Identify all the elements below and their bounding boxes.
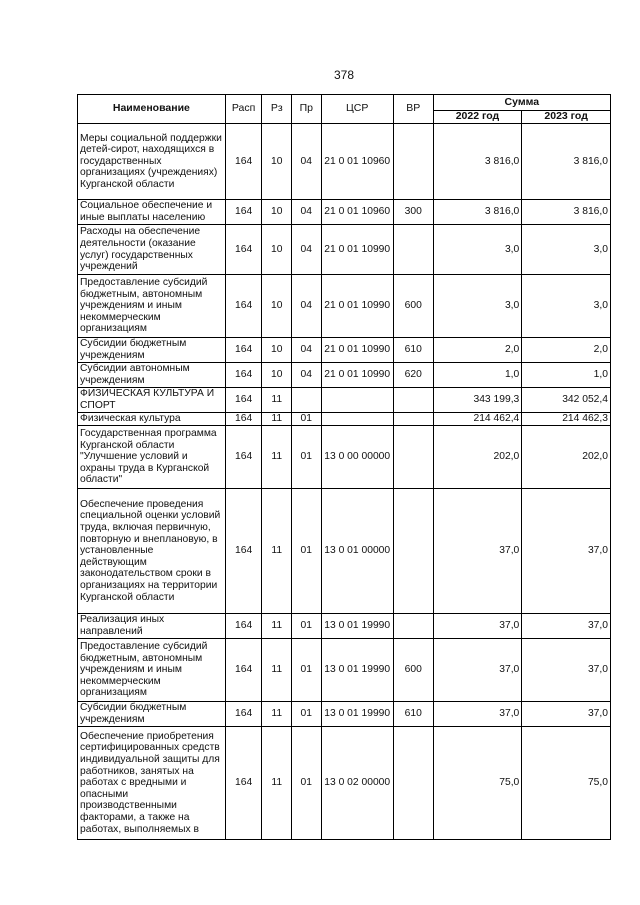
row-2023: 214 462,3 [522,413,611,426]
row-rasp: 164 [225,614,262,639]
row-name: Предоставление субсидий бюджетным, автономным учреждениям и иным некоммерческим организациям [78,275,226,338]
row-rasp: 164 [225,363,262,388]
row-rasp: 164 [225,702,262,727]
row-2022: 3 816,0 [433,200,522,225]
row-2023: 37,0 [522,614,611,639]
header-csr: ЦСР [321,95,393,124]
header-vr: ВР [393,95,433,124]
row-rasp: 164 [225,426,262,489]
row-name: Предоставление субсидий бюджетным, автономным учреждениям и иным некоммерческим организациям [78,639,226,702]
table-row [78,200,611,225]
row-csr: 13 0 01 19990 [321,702,393,727]
header-rasp: Расп [225,95,262,124]
table-row [78,124,611,200]
row-2022: 3,0 [433,275,522,338]
table-row [78,426,611,489]
row-pr: 01 [292,489,322,614]
row-name: Физическая культура [78,413,226,426]
row-2023: 37,0 [522,639,611,702]
row-vr: 300 [393,200,433,225]
row-2022: 37,0 [433,614,522,639]
row-rasp: 164 [225,413,262,426]
row-name: Субсидии бюджетным учреждениям [78,338,226,363]
row-pr: 04 [292,124,322,200]
table-row [78,614,611,639]
header-2023: 2023 год [522,111,611,124]
row-vr: 600 [393,275,433,338]
header-2022: 2022 год [433,111,522,124]
page-number: 378 [333,68,355,82]
row-vr [393,727,433,840]
row-name: Субсидии автономным учреждениям [78,363,226,388]
table-row [78,225,611,275]
row-pr: 01 [292,702,322,727]
row-2023: 37,0 [522,489,611,614]
row-2022: 3,0 [433,225,522,275]
row-2022: 3 816,0 [433,124,522,200]
row-csr: 21 0 01 10990 [321,275,393,338]
row-pr [292,388,322,413]
row-rz: 11 [262,727,292,840]
row-2022: 2,0 [433,338,522,363]
row-vr [393,388,433,413]
header-sum: Сумма [433,95,610,111]
table-row [78,639,611,702]
row-2022: 37,0 [433,489,522,614]
row-rz: 11 [262,388,292,413]
row-2022: 343 199,3 [433,388,522,413]
row-2023: 202,0 [522,426,611,489]
row-csr: 21 0 01 10990 [321,363,393,388]
row-rasp: 164 [225,639,262,702]
table-row [78,413,611,426]
row-pr: 04 [292,363,322,388]
row-csr: 21 0 01 10960 [321,124,393,200]
row-name: Государственная программа Курганской области "Улучшение условий и охраны труда в Курганской области" [78,426,226,489]
row-rz: 10 [262,225,292,275]
row-name: Реализация иных направлений [78,614,226,639]
row-pr: 01 [292,614,322,639]
row-csr [321,388,393,413]
row-vr: 610 [393,338,433,363]
table-row [78,727,611,840]
budget-table [77,94,611,840]
table-row [78,489,611,614]
row-csr: 21 0 01 10960 [321,200,393,225]
row-vr [393,426,433,489]
row-pr: 04 [292,225,322,275]
row-rasp: 164 [225,200,262,225]
row-2022: 37,0 [433,639,522,702]
row-2022: 214 462,4 [433,413,522,426]
row-rz: 10 [262,200,292,225]
table-row [78,275,611,338]
row-pr: 01 [292,426,322,489]
row-pr: 04 [292,338,322,363]
row-rz: 11 [262,639,292,702]
row-rasp: 164 [225,727,262,840]
row-name: Субсидии бюджетным учреждениям [78,702,226,727]
row-2023: 75,0 [522,727,611,840]
row-rz: 10 [262,363,292,388]
row-vr: 620 [393,363,433,388]
header-rz: Рз [262,95,292,124]
table-row [78,702,611,727]
row-name: Расходы на обеспечение деятельности (оказание услуг) государственных учреждений [78,225,226,275]
row-rz: 11 [262,489,292,614]
row-2023: 3,0 [522,275,611,338]
row-pr: 01 [292,727,322,840]
row-name: ФИЗИЧЕСКАЯ КУЛЬТУРА И СПОРТ [78,388,226,413]
row-rz: 10 [262,338,292,363]
row-name: Меры социальной поддержки детей-сирот, находящихся в государственных организациях (учреждениях) Курганской области [78,124,226,200]
table-row [78,338,611,363]
row-vr: 600 [393,639,433,702]
row-vr: 610 [393,702,433,727]
row-pr: 04 [292,200,322,225]
row-2023: 1,0 [522,363,611,388]
row-2023: 2,0 [522,338,611,363]
row-2022: 75,0 [433,727,522,840]
row-vr [393,124,433,200]
header-name: Наименование [78,95,226,124]
row-rz: 11 [262,614,292,639]
row-csr: 13 0 01 19990 [321,639,393,702]
row-pr: 01 [292,413,322,426]
row-2022: 1,0 [433,363,522,388]
row-2023: 37,0 [522,702,611,727]
row-name: Социальное обеспечение и иные выплаты населению [78,200,226,225]
row-csr: 21 0 01 10990 [321,225,393,275]
row-rasp: 164 [225,388,262,413]
row-2023: 3,0 [522,225,611,275]
row-vr [393,413,433,426]
row-2023: 3 816,0 [522,200,611,225]
row-rz: 10 [262,124,292,200]
row-rz: 11 [262,702,292,727]
row-vr [393,614,433,639]
row-pr: 04 [292,275,322,338]
row-rz: 11 [262,413,292,426]
row-2022: 202,0 [433,426,522,489]
row-2022: 37,0 [433,702,522,727]
row-rasp: 164 [225,275,262,338]
row-rz: 10 [262,275,292,338]
table-row [78,388,611,413]
row-csr: 21 0 01 10990 [321,338,393,363]
row-csr [321,413,393,426]
row-2023: 342 052,4 [522,388,611,413]
row-vr [393,489,433,614]
row-name: Обеспечение проведения специальной оценки условий труда, включая первичную, повторную и внеплановую, в установленные действующим законодательством сроки в организациях на территории Курганской области [78,489,226,614]
header-pr: Пр [292,95,322,124]
row-vr [393,225,433,275]
row-csr: 13 0 00 00000 [321,426,393,489]
row-csr: 13 0 02 00000 [321,727,393,840]
row-rasp: 164 [225,489,262,614]
table-row [78,363,611,388]
row-rz: 11 [262,426,292,489]
row-rasp: 164 [225,338,262,363]
row-2023: 3 816,0 [522,124,611,200]
row-pr: 01 [292,639,322,702]
row-rasp: 164 [225,225,262,275]
row-csr: 13 0 01 19990 [321,614,393,639]
row-rasp: 164 [225,124,262,200]
row-name: Обеспечение приобретения сертифицированных средств индивидуальной защиты для работников, занятых на работах с вредными и опасными производственными факторами, а также на работах, выполняемых в [78,727,226,840]
row-csr: 13 0 01 00000 [321,489,393,614]
